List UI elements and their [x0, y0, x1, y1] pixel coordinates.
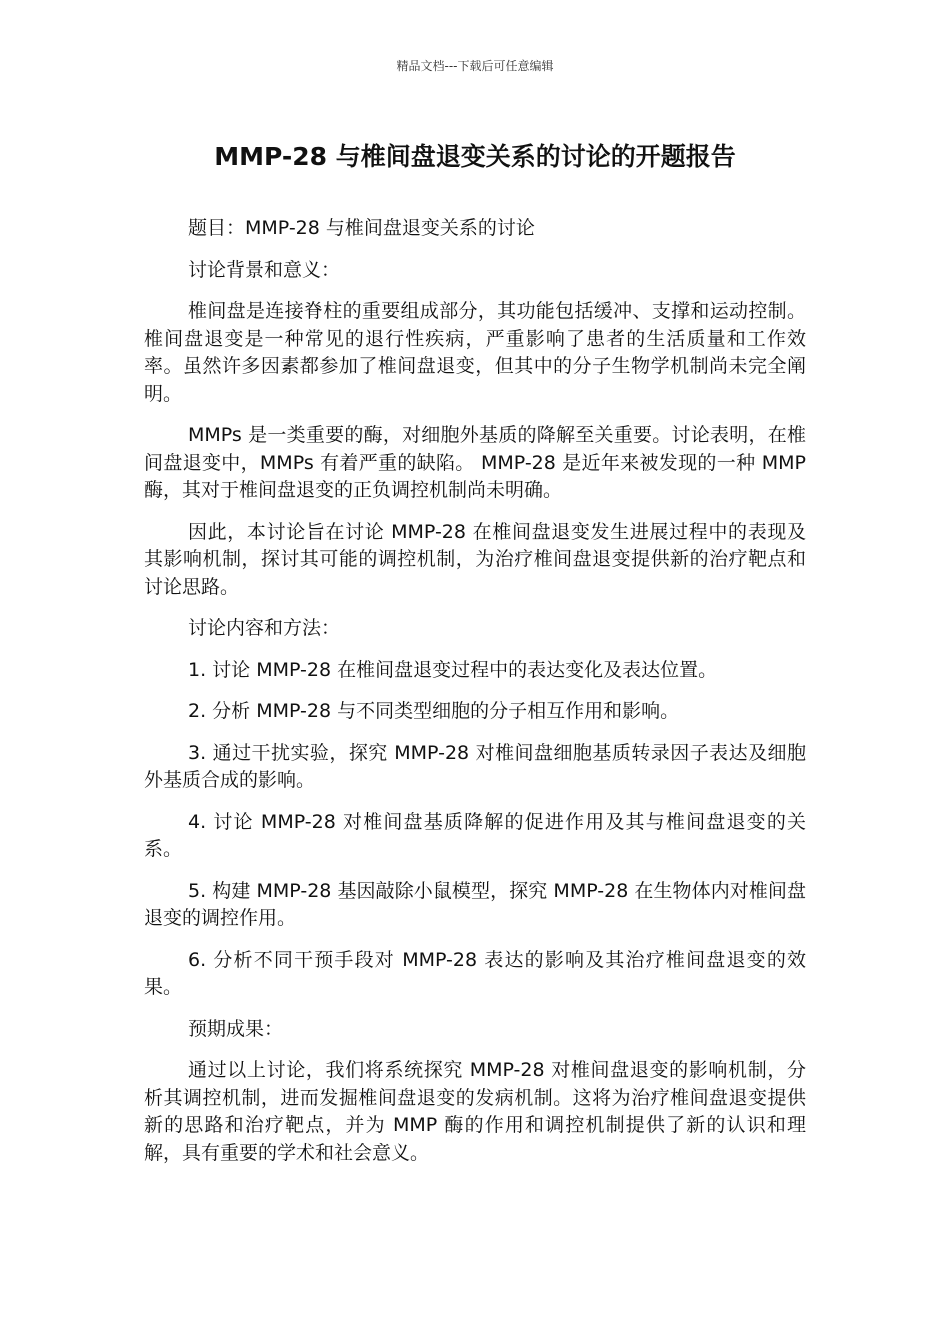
topic-line: 题目：MMP-28 与椎间盘退变关系的讨论 [188, 217, 535, 239]
method-item-3: 3. 通过干扰实验，探究 MMP-28 对椎间盘细胞基质转录因子表达及细胞外基质合成的影响。 [144, 741, 806, 791]
section-heading-methods: 讨论内容和方法： [188, 617, 341, 639]
method-item-4: 4. 讨论 MMP-28 对椎间盘基质降解的促进作用及其与椎间盘退变的关系。 [144, 810, 806, 860]
method-item-5: 5. 构建 MMP-28 基因敲除小鼠模型，探究 MMP-28 在生物体内对椎间盘退变的调控作用。 [144, 879, 806, 929]
method-item-2: 2. 分析 MMP-28 与不同类型细胞的分子相互作用和影响。 [188, 700, 680, 722]
section-heading-background: 讨论背景和意义： [188, 258, 341, 281]
background-paragraph-3: 因此，本讨论旨在讨论 MMP-28 在椎间盘退变发生进展过程中的表现及其影响机制，探讨其可能的调控机制，为治疗椎间盘退变提供新的治疗靶点和讨论思路。 [144, 520, 806, 598]
document-title: MMP-28 与椎间盘退变关系的讨论的开题报告 [214, 142, 736, 171]
section-heading-outcomes: 预期成果： [188, 1017, 284, 1040]
header-note: 精品文档---下载后可任意编辑 [396, 59, 554, 73]
outcomes-paragraph: 通过以上讨论，我们将系统探究 MMP-28 对椎间盘退变的影响机制，分析其调控机制，进而发掘椎间盘退变的发病机制。这将为治疗椎间盘退变提供新的思路和治疗靶点，并为 MMP 酶的作用和调控机制提供了新的认识和理解，具有重要的学术和社会意义。 [144, 1059, 806, 1164]
background-paragraph-2: MMPs 是一类重要的酶，对细胞外基质的降解至关重要。讨论表明，在椎间盘退变中，MMPs 有着严重的缺陷。 MMP-28 是近年来被发现的一种 MMP 酶，其对于椎间盘退变的正负调控机制尚未明确。 [144, 424, 806, 501]
document-body [144, 215, 806, 1181]
method-item-6: 6. 分析不同干预手段对 MMP-28 表达的影响及其治疗椎间盘退变的效果。 [144, 948, 806, 998]
method-item-1: 1. 讨论 MMP-28 在椎间盘退变过程中的表达变化及表达位置。 [188, 658, 718, 681]
background-paragraph-1: 椎间盘是连接脊柱的重要组成部分，其功能包括缓冲、支撑和运动控制。椎间盘退变是一种常见的退行性疾病，严重影响了患者的生活质量和工作效率。虽然许多因素都参加了椎间盘退变，但其中的分子生物学机制尚未完全阐明。 [144, 300, 806, 405]
